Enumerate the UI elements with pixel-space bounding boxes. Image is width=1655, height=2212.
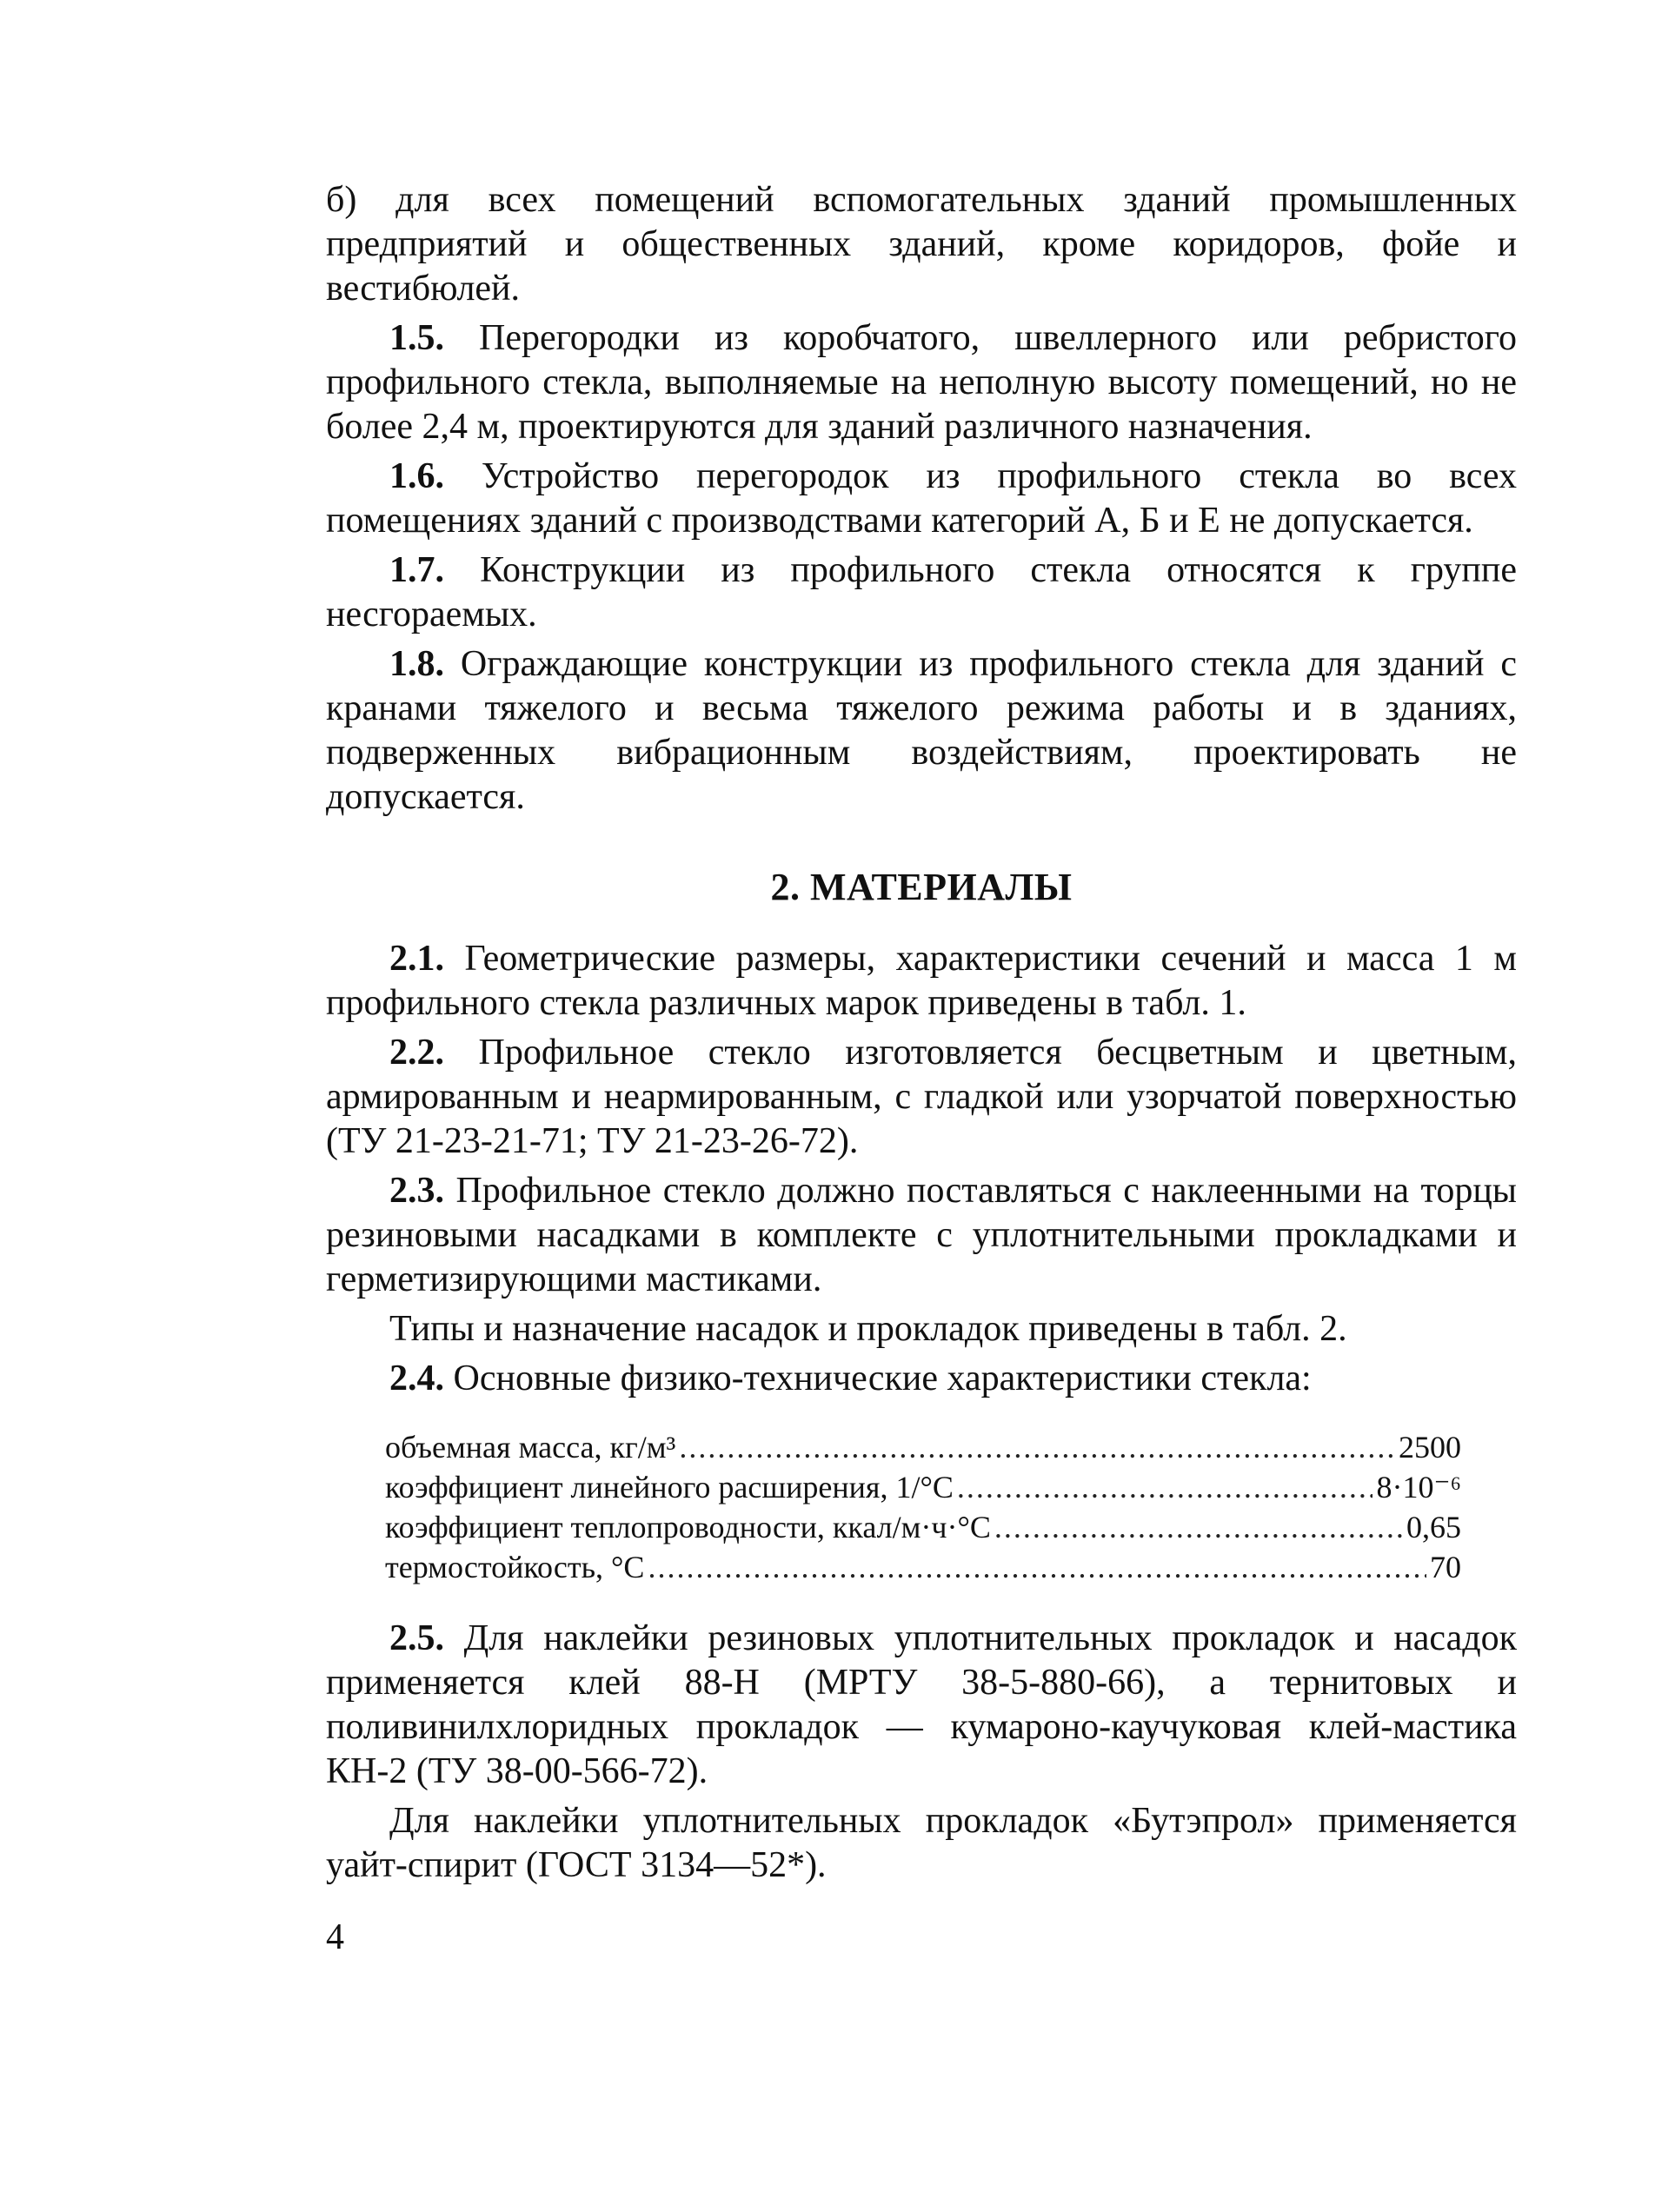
paragraph-text: Перегородки из коробчатого, швеллерного или ребристого профильного стекла, выполняемые на неполную высоту помещений, но не более 2,4 м, проектируются для зданий различного назначения. [326, 318, 1517, 447]
property-value: 2500 [1399, 1430, 1461, 1465]
document-page [326, 178, 1517, 1888]
property-value: 0,65 [1406, 1510, 1461, 1544]
dot-leader [994, 1507, 1403, 1547]
paragraph-1-8 [326, 642, 1517, 820]
paragraph-number: 2.1. [389, 939, 444, 979]
paragraph-2-3 [326, 1169, 1517, 1302]
paragraph-2-3b [326, 1307, 1517, 1352]
paragraph-number: 1.8. [389, 644, 444, 684]
section-heading: 2. МАТЕРИАЛЫ [770, 866, 1073, 908]
paragraph-2-4 [326, 1357, 1517, 1401]
paragraph-text: Конструкции из профильного стекла относятся к группе несгораемых. [326, 550, 1518, 634]
paragraph-number: 2.2. [389, 1033, 444, 1073]
paragraph-1-7 [326, 548, 1517, 637]
dot-leader [679, 1427, 1395, 1467]
property-row [385, 1467, 1461, 1507]
paragraph-text: Основные физико-технические характеристики стекла: [453, 1358, 1312, 1398]
paragraph-2-5 [326, 1617, 1517, 1794]
property-value: 70 [1430, 1550, 1461, 1584]
property-label: объемная масса, кг/м³ [385, 1430, 676, 1465]
property-value: 8·10⁻⁶ [1376, 1470, 1461, 1505]
paragraph-number: 2.3. [389, 1171, 444, 1211]
dot-leader [648, 1547, 1426, 1587]
property-row [385, 1547, 1461, 1587]
paragraph-number: 1.6. [389, 456, 444, 496]
paragraph-1-5 [326, 316, 1517, 449]
paragraph-number: 1.7. [389, 550, 444, 590]
property-label: коэффициент линейного расширения, 1/°С [385, 1470, 954, 1505]
paragraph-text: Для наклейки уплотнительных прокладок «Бутэпрол» применяется уайт-спирит (ГОСТ 3134—52*). [326, 1801, 1517, 1885]
paragraph-text: б) для всех помещений вспомогательных зданий промышленных предприятий и общественных зданий, кроме коридоров, фойе и вестибюлей. [326, 180, 1517, 309]
paragraph-text: Геометрические размеры, характеристики сечений и масса 1 м профильного стекла различных марок приведены в табл. 1. [326, 939, 1517, 1023]
page-number: 4 [326, 1917, 344, 1957]
paragraph-text: Профильное стекло изготовляется бесцветным и цветным, армированным и неармированным, с гладкой или узорчатой поверхностью (ТУ 21-23-21-71; ТУ 21-23-26-72). [326, 1033, 1518, 1161]
paragraph-number: 1.5. [389, 318, 444, 358]
paragraph-text: Типы и назначение насадок и прокладок приведены в табл. 2. [389, 1309, 1347, 1349]
property-label: термостойкость, °С [385, 1550, 645, 1584]
paragraph-number: 2.5. [389, 1618, 444, 1658]
paragraph-2-2 [326, 1031, 1517, 1164]
property-row [385, 1507, 1461, 1547]
property-row [385, 1427, 1461, 1467]
paragraph-number: 2.4. [389, 1358, 444, 1398]
paragraph-1-4b [326, 178, 1517, 311]
paragraph-text: Ограждающие конструкции из профильного стекла для зданий с кранами тяжелого и весьма тяжелого режима работы и в зданиях, подверженных вибрационным воздействиям, проектировать не допускается. [326, 644, 1518, 817]
property-label: коэффициент теплопроводности, ккал/м·ч·°С [385, 1510, 991, 1544]
paragraph-text: Для наклейки резиновых уплотнительных прокладок и насадок применяется клей 88-Н (МРТУ 38-5-880-66), а тернитовых и поливинилхлоридных прокладок — кумароно-каучуковая клей-мастика КН-2 (ТУ 38-00-566-72). [326, 1618, 1518, 1791]
paragraph-text: Профильное стекло должно поставляться с наклеенными на торцы резиновыми насадками в комплекте с уплотнительными прокладками и герметизирующими мастиками. [326, 1171, 1518, 1299]
paragraph-2-5b [326, 1799, 1517, 1888]
paragraph-2-1 [326, 937, 1517, 1026]
properties-list [385, 1427, 1461, 1587]
paragraph-1-6 [326, 455, 1517, 543]
paragraph-text: Устройство перегородок из профильного стекла во всех помещениях зданий с производствами категорий А, Б и Е не допускается. [326, 456, 1518, 541]
dot-leader [957, 1467, 1373, 1507]
